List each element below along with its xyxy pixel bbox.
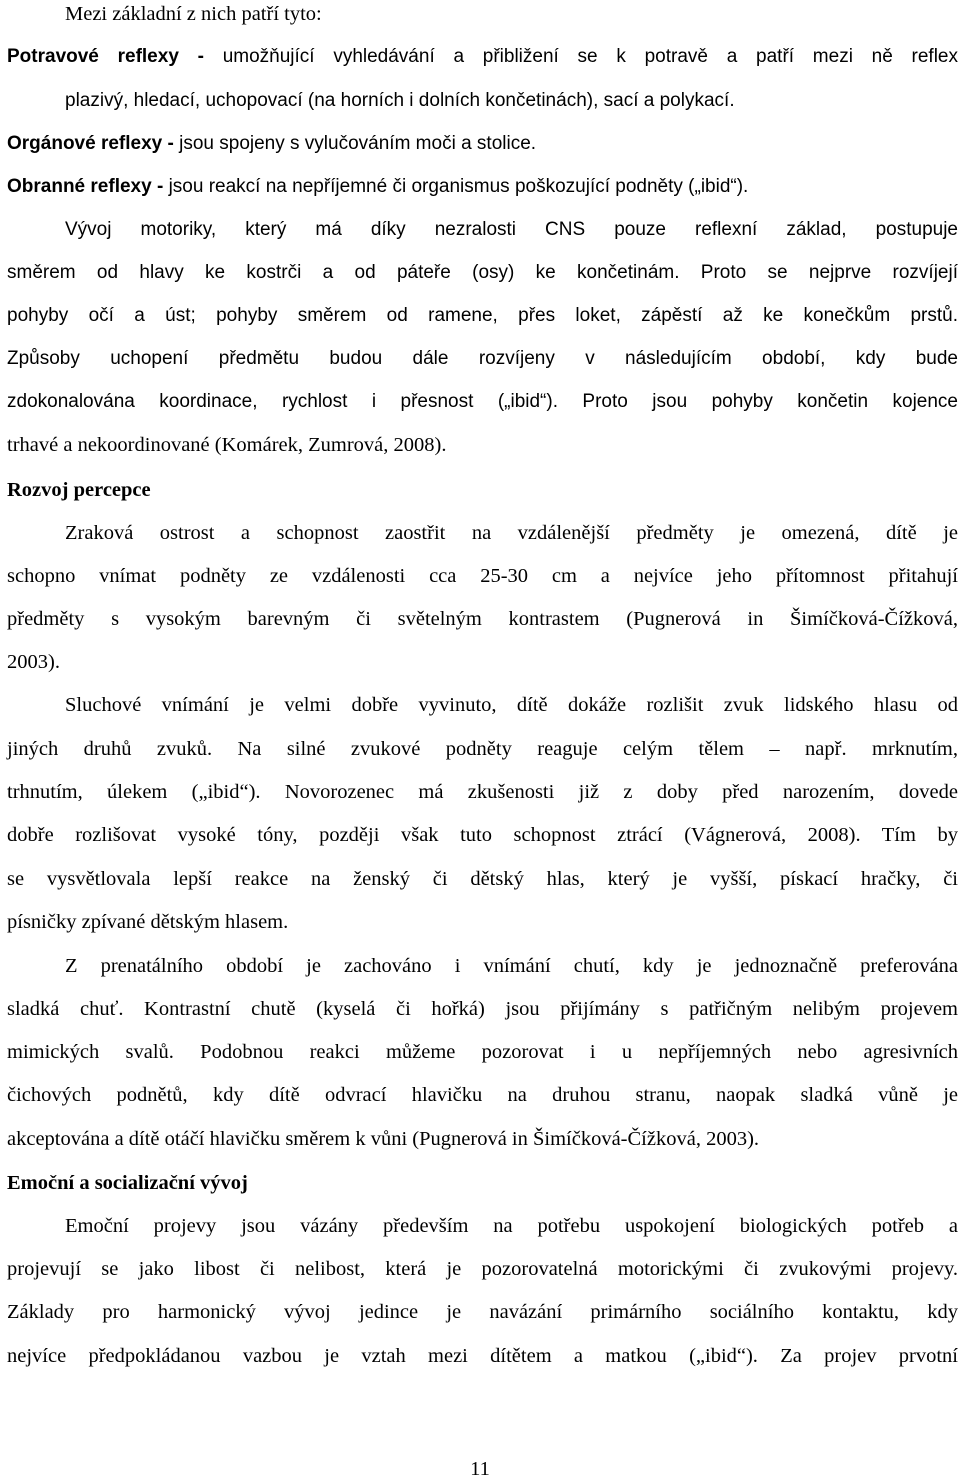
- text-line: zdokonalována koordinace, rychlost i přesnost („ibid“). Proto jsou pohyby končetin kojence: [7, 391, 958, 412]
- text-line: Emoční projevy jsou vázány především na potřebu uspokojení biologických potřeb a: [65, 1215, 958, 1237]
- text-line: Obranné reflexy - jsou reakcí na nepříjemné či organismus poškozující podněty („ibid“).: [7, 176, 749, 197]
- text-line: dobře rozlišovat vysoké tóny, později však tuto schopnost ztrácí (Vágnerová, 2008). Tím by: [7, 824, 958, 846]
- term-obranne-reflexy: Obranné reflexy -: [7, 176, 169, 197]
- text-line: směrem od hlavy ke kostrči a od páteře (osy) ke končetinám. Proto se nejprve rozvíjejí: [7, 262, 958, 283]
- text-line: akceptována a dítě otáčí hlavičku směrem k vůni (Pugnerová in Šimíčková-Čížková, 2003).: [7, 1128, 760, 1150]
- text-line: projevují se jako libost či nelibost, která je pozorovatelná motorickými či zvukovými projevy.: [7, 1258, 958, 1280]
- text-line: předměty s vysokým barevným či světelným kontrastem (Pugnerová in Šimíčková-Čížková,: [7, 608, 958, 630]
- text-line: Způsoby uchopení předmětu budou dále rozvíjeny v následujícím období, kdy bude: [7, 348, 958, 369]
- text-line: nejvíce předpokládanou vazbou je vztah mezi dítětem a matkou („ibid“). Za projev prvotní: [7, 1345, 958, 1367]
- section-heading-emocni-vyvoj: Emoční a socializační vývoj: [7, 1172, 248, 1194]
- text-line: plazivý, hledací, uchopovací (na horních i dolních končetinách), sací a polykací.: [65, 90, 735, 111]
- text-line: písničky zpívané dětským hlasem.: [7, 911, 289, 933]
- text-line: pohyby očí a úst; pohyby směrem od ramene, přes loket, zápěstí až ke konečkům prstů.: [7, 305, 958, 326]
- text-line: mimických svalů. Podobnou reakci můžeme pozorovat i u nepříjemných nebo agresivních: [7, 1041, 958, 1063]
- text-line: jiných druhů zvuků. Na silné zvukové podněty reaguje celým tělem – např. mrknutím,: [7, 738, 958, 760]
- text-line: Vývoj motoriky, který má díky nezralosti CNS pouze reflexní základ, postupuje: [65, 219, 958, 240]
- text-line: trhavé a nekoordinované (Komárek, Zumrová, 2008).: [7, 434, 447, 456]
- text-line: Sluchové vnímání je velmi dobře vyvinuto, dítě dokáže rozlišit zvuk lidského hlasu od: [65, 694, 958, 716]
- text-line: Mezi základní z nich patří tyto:: [65, 3, 322, 25]
- text-line: 2003).: [7, 651, 60, 673]
- text-line: schopno vnímat podněty ze vzdálenosti cca 25-30 cm a nejvíce jeho přítomnost přitahují: [7, 565, 958, 587]
- text-line: Potravové reflexy - umožňující vyhledávání a přibližení se k potravě a patří mezi ně reflex: [7, 46, 958, 67]
- text-line: Základy pro harmonický vývoj jedince je navázání primárního sociálního kontaktu, kdy: [7, 1301, 958, 1323]
- text-line: sladká chuť. Kontrastní chutě (kyselá či hořká) jsou přijímány s patřičným nelibým projevem: [7, 998, 958, 1020]
- text-line: se vysvětlovala lepší reakce na ženský či dětský hlas, který je vyšší, pískací hračky, či: [7, 868, 958, 890]
- text-line: Z prenatálního období je zachováno i vnímání chutí, kdy je jednoznačně preferována: [65, 955, 958, 977]
- text-line: Orgánové reflexy - jsou spojeny s vylučováním moči a stolice.: [7, 133, 537, 154]
- text-line: Zraková ostrost a schopnost zaostřit na vzdálenější předměty je omezená, dítě je: [65, 522, 958, 544]
- term-potravove-reflexy: Potravové reflexy -: [7, 46, 223, 67]
- text-line: čichových podnětů, kdy dítě odvrací hlavičku na druhou stranu, naopak sladká vůně je: [7, 1084, 958, 1106]
- term-organove-reflexy: Orgánové reflexy -: [7, 133, 180, 154]
- section-heading-rozvoj-percepce: Rozvoj percepce: [7, 479, 151, 501]
- page-number: 11: [470, 1458, 490, 1480]
- text-line: trhnutím, úlekem („ibid“). Novorozenec má zkušenosti již z doby před narozením, dovede: [7, 781, 958, 803]
